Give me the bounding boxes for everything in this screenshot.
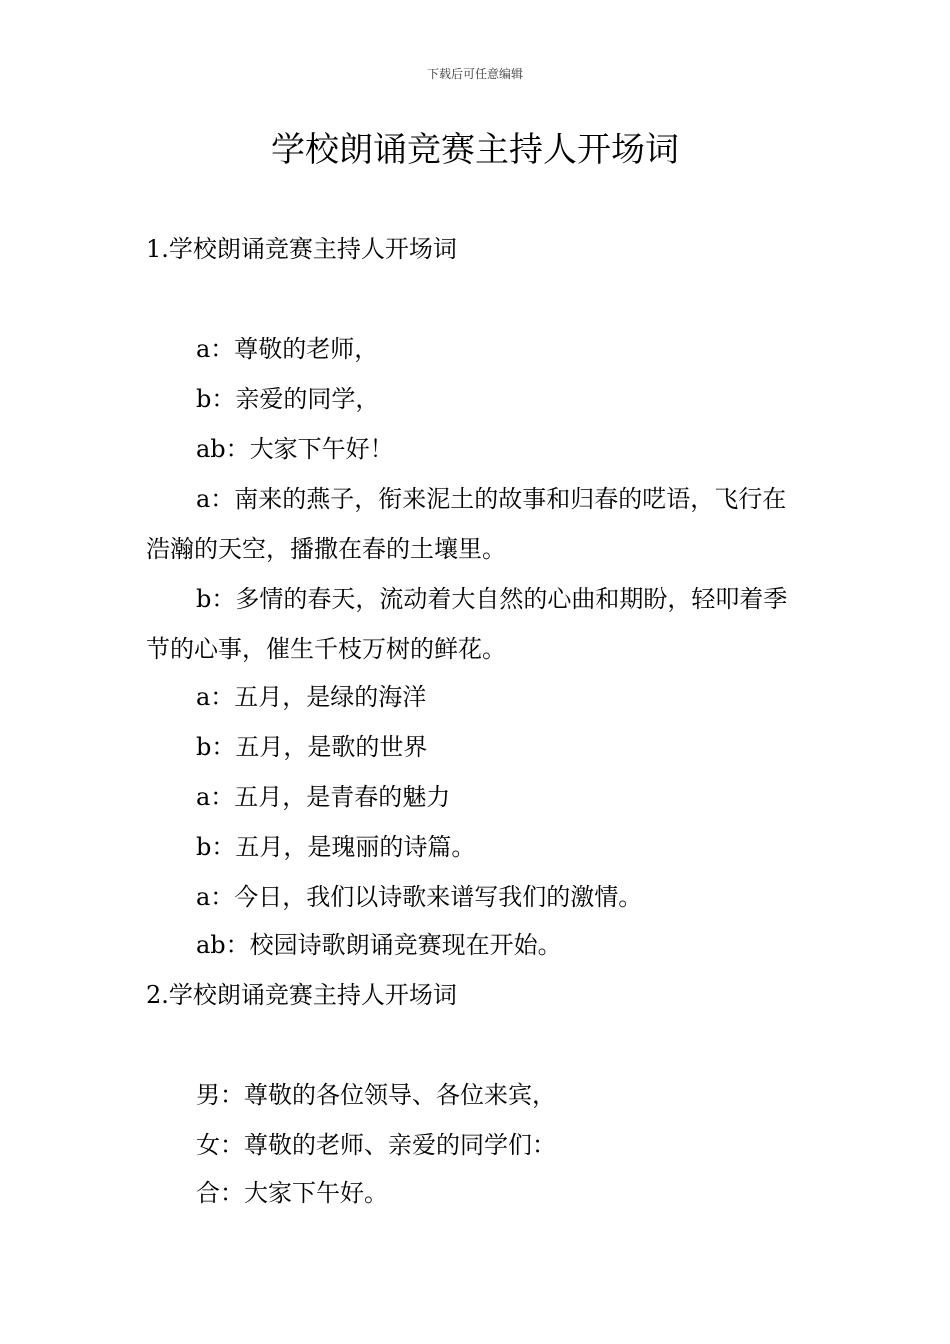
section-1-line: ab：大家下午好！ [196,435,394,463]
section-1-line: b：多情的春天，流动着大自然的心曲和期盼，轻叩着季节的心事，催生千枝万树的鲜花。 [146,585,788,663]
section-1-line: b：亲爱的同学， [196,385,380,413]
section-1-line: a：五月，是青春的魅力 [196,783,451,811]
section-1-line: b：五月，是瑰丽的诗篇。 [196,833,476,861]
section-1-line: a：今日，我们以诗歌来谱写我们的激情。 [196,883,643,911]
section-2-line: 男：尊敬的各位领导、各位来宾， [196,1081,556,1109]
section-1-heading: 1.学校朗诵竞赛主持人开场词 [146,235,457,263]
header-note: 下载后可任意编辑 [426,67,523,81]
document-title: 学校朗诵竞赛主持人开场词 [271,130,679,170]
section-1-line: a：尊敬的老师， [196,335,379,363]
section-1-line: ab：校园诗歌朗诵竞赛现在开始。 [196,931,562,959]
section-2-line: 女：尊敬的老师、亲爱的同学们： [196,1131,556,1159]
section-2-heading: 2.学校朗诵竞赛主持人开场词 [146,981,457,1009]
section-1-line: a：南来的燕子，衔来泥土的故事和归春的呓语，飞行在浩瀚的天空，播撒在春的土壤里。 [146,485,787,563]
section-1-line: b：五月，是歌的世界 [196,733,428,761]
section-1-line: a：五月，是绿的海洋 [196,683,427,711]
section-2-line: 合：大家下午好。 [196,1179,388,1207]
